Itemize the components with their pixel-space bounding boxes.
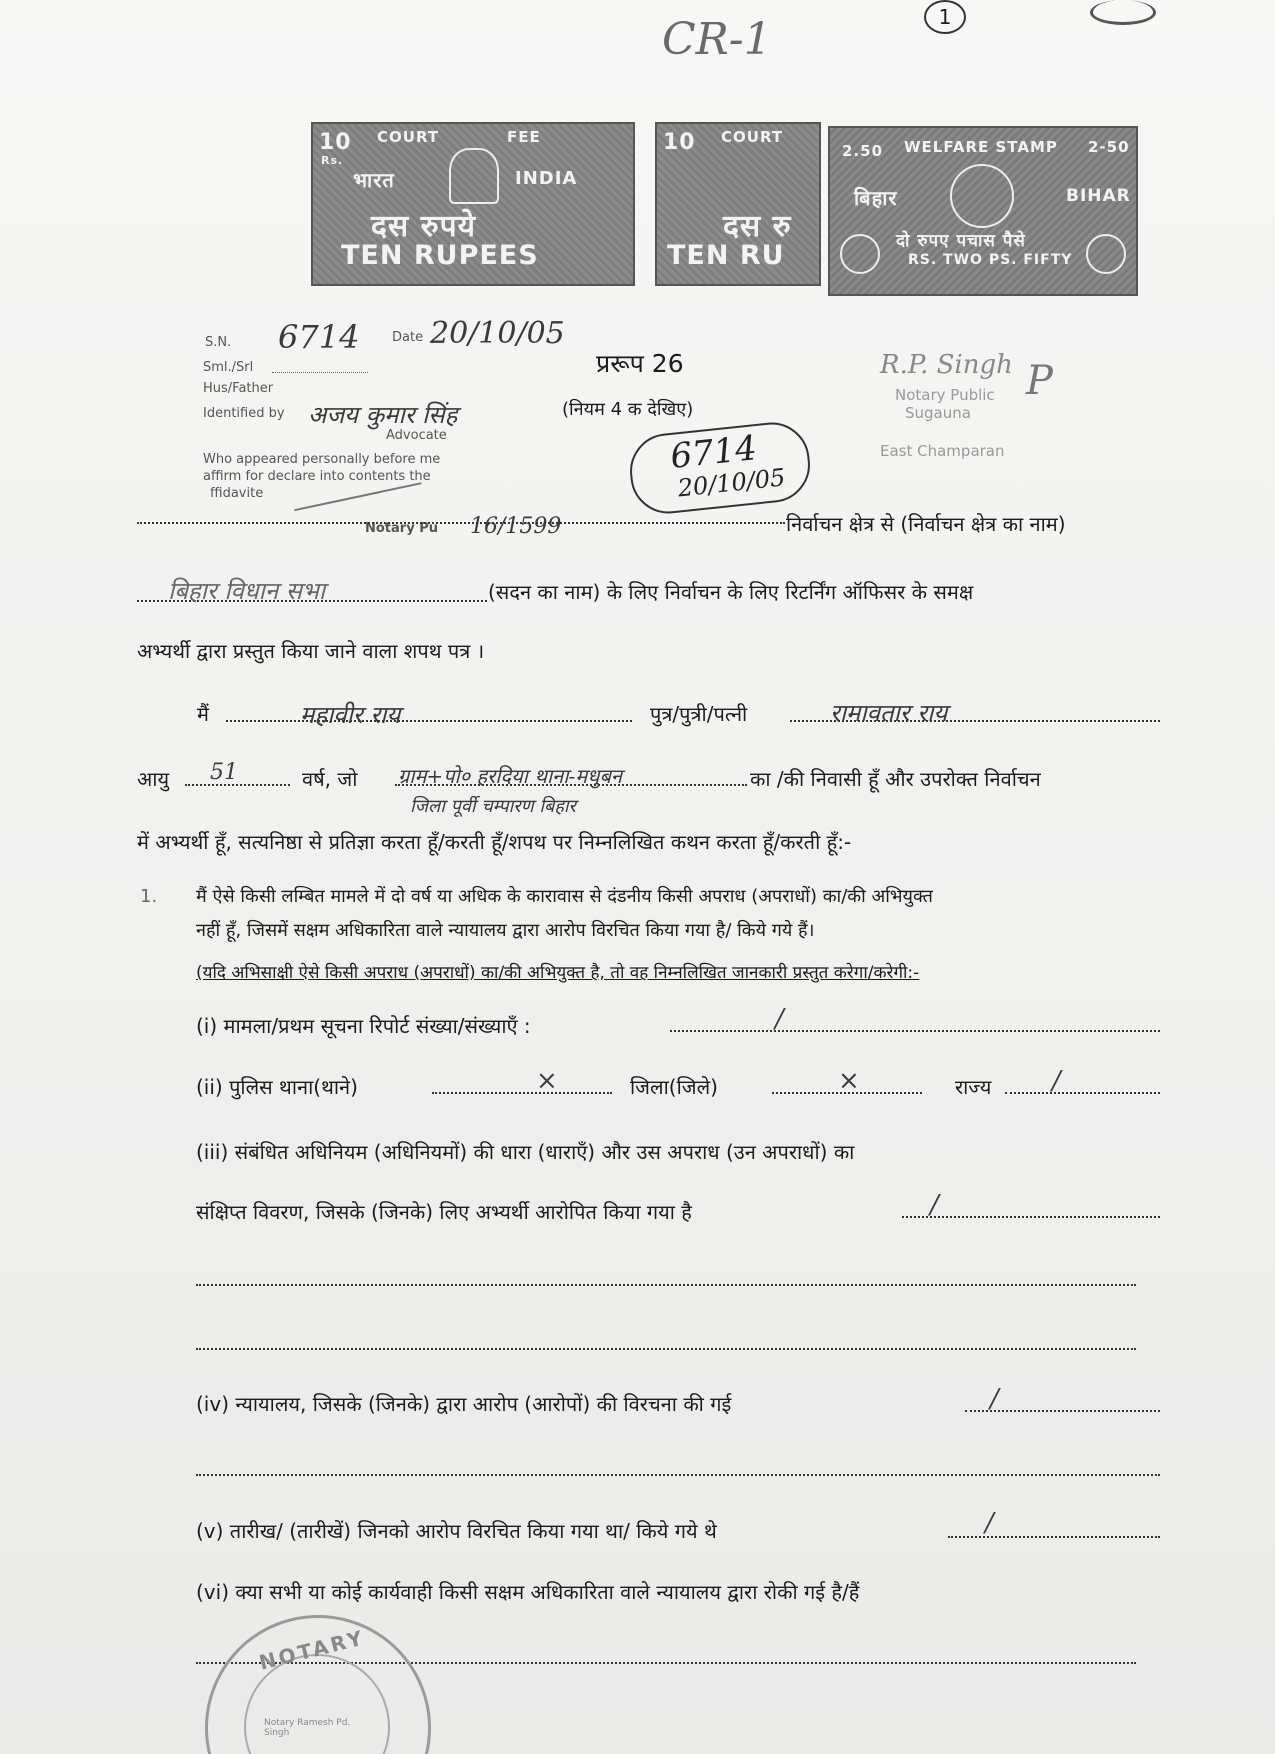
welfare-bihar: BIHAR bbox=[1066, 186, 1131, 206]
date-label: Date bbox=[392, 330, 424, 345]
stamp1-rs: Rs. bbox=[321, 154, 344, 167]
age-label: आयु bbox=[137, 767, 170, 791]
welfare-stamp bbox=[828, 126, 1138, 296]
welfare-bihar-hindi: बिहार bbox=[854, 186, 898, 210]
resident-text: का /की निवासी हूँ और उपरोक्त निर्वाचन bbox=[750, 767, 1041, 791]
name-dotted bbox=[226, 720, 632, 722]
item-i-dotted bbox=[670, 1030, 1160, 1032]
item-iii-dotted-3 bbox=[196, 1348, 1136, 1350]
stamp1-english-value: TEN RUPEES bbox=[341, 240, 539, 271]
sno-value: 6714 bbox=[278, 318, 360, 356]
clause1-line1: मैं ऐसे किसी लम्बित मामले में दो वर्ष या अधिक के कारावास से दंडनीय किसी अपराध (अपराधों) का/की अभियुक्त bbox=[196, 886, 933, 907]
item-ii-c-mark: / bbox=[1052, 1066, 1061, 1096]
item-iii-dotted-2 bbox=[196, 1284, 1136, 1286]
form-rule: (नियम 4 क देखिए) bbox=[562, 399, 694, 420]
item-iv-mark: / bbox=[990, 1384, 999, 1414]
sml-dotted bbox=[272, 372, 368, 373]
notary-signature-name: R.P. Singh bbox=[880, 350, 1013, 380]
item-iv-dotted-2 bbox=[196, 1474, 1160, 1476]
item-vi: (vi) क्या सभी या कोई कार्यवाही किसी सक्षम अधिकारिता वाले न्यायालय द्वारा रोकी गई है/हैं bbox=[196, 1580, 860, 1604]
welfare-title: WELFARE STAMP bbox=[904, 138, 1058, 156]
page-number-circle bbox=[924, 0, 966, 34]
welfare-english-value: RS. TWO PS. FIFTY bbox=[908, 252, 1073, 268]
stamp1-denomination: 10 bbox=[319, 130, 352, 155]
notary-signature-place1: Sugauna bbox=[905, 404, 971, 422]
item-ii-b-cross: × bbox=[838, 1066, 860, 1096]
sml-label: Sml./Srl bbox=[203, 360, 254, 375]
corner-scribble bbox=[1090, 0, 1156, 25]
affirm-text: affirm for declare into contents the bbox=[203, 469, 431, 484]
notary-signature-place2: East Champaran bbox=[880, 442, 1005, 460]
clause1-line3: (यदि अभिसाक्षी ऐसे किसी अपराध (अपराधों) का/की अभियुक्त है, तो वह निम्नलिखित जानकारी प्रस्तुत करेगा/करेगी:- bbox=[196, 963, 920, 983]
intro-line3: अभ्यर्थी द्वारा प्रस्तुत किया जाने वाला शपथ पत्र । bbox=[137, 639, 485, 663]
handwritten-code: CR-1 bbox=[662, 14, 772, 65]
emblem-icon bbox=[449, 148, 499, 204]
declarant-name: महावीर राय bbox=[300, 701, 401, 729]
item-i: (i) मामला/प्रथम सूचना रिपोर्ट संख्या/संख्याएँ : bbox=[196, 1014, 531, 1038]
item-v-dotted bbox=[948, 1536, 1160, 1538]
rosette-left-icon bbox=[840, 234, 880, 274]
sno-label: S.N. bbox=[205, 335, 232, 350]
stamp2-denomination: 10 bbox=[663, 130, 696, 155]
identified-label: Identified by bbox=[203, 406, 285, 421]
declarant-main: मैं bbox=[197, 702, 209, 726]
stamp1-hindi-value: दस रुपये bbox=[371, 209, 477, 244]
boxed-number-value: 6714 bbox=[668, 428, 759, 477]
item-ii-a-cross: × bbox=[536, 1066, 558, 1096]
court-fee-stamp-1 bbox=[311, 122, 635, 286]
stamp1-fee: FEE bbox=[507, 128, 541, 146]
boxed-number-date: 20/10/05 bbox=[676, 463, 787, 503]
affidavit-text: ffidavite bbox=[210, 486, 264, 501]
notary-label: Notary Pu bbox=[365, 521, 438, 536]
welfare-hindi-value: दो रुपए पचास पैसे bbox=[896, 231, 1026, 251]
house-handwritten: बिहार विधान सभा bbox=[168, 577, 326, 605]
welfare-value-right: 2-50 bbox=[1088, 138, 1130, 156]
item-v: (v) तारीख/ (तारीखें) जिनको आरोप विरचित किया गया था/ किये गये थे bbox=[196, 1519, 717, 1543]
page-number: 1 bbox=[938, 5, 952, 29]
boxed-number bbox=[626, 419, 813, 517]
intro-line2-text: (सदन का नाम) के लिए निर्वाचन के लिए रिटर्निंग ऑफिसर के समक्ष bbox=[488, 580, 974, 604]
stamp2-court: COURT bbox=[721, 128, 784, 146]
address-line1: ग्राम+पो० हरदिया थाना-मधुबन bbox=[398, 764, 622, 788]
oath-line: में अभ्यर्थी हूँ, सत्यनिष्ठा से प्रतिज्ञा करता हूँ/करती हूँ/शपथ पर निम्नलिखित कथन करता हूँ/करती हूँ:- bbox=[137, 830, 852, 854]
stamp1-court: COURT bbox=[377, 128, 440, 146]
item-iv: (iv) न्यायालय, जिसके (जिनके) द्वारा आरोप (आरोपों) की विरचना की गई bbox=[196, 1392, 732, 1416]
identified-value: अजय कुमार सिंह bbox=[308, 401, 458, 429]
state-seal-icon bbox=[950, 164, 1014, 228]
constituency-dotted bbox=[137, 522, 785, 524]
item-ii-a: (ii) पुलिस थाना(थाने) bbox=[196, 1075, 358, 1099]
stamp1-bharat: भारत bbox=[353, 168, 395, 192]
advocate-label: Advocate bbox=[386, 428, 447, 443]
stamp2-hindi-value: दस रु bbox=[723, 209, 792, 244]
date-value: 20/10/05 bbox=[430, 316, 565, 351]
notary-value: 16/1599 bbox=[470, 514, 562, 539]
relation-label: पुत्र/पुत्री/पत्नी bbox=[650, 702, 748, 726]
item-iii-mark: / bbox=[930, 1190, 939, 1220]
item-iii-a: (iii) संबंधित अधिनियम (अधिनियमों) की धारा (धाराएँ) और उस अपराध (उन अपराधों) का bbox=[196, 1140, 855, 1164]
notary-seal-inner-text: Notary Ramesh Pd. Singh bbox=[264, 1718, 351, 1738]
address-line2: जिला पूर्वी चम्पारण बिहार bbox=[410, 796, 576, 817]
item-ii-a-dotted bbox=[432, 1092, 612, 1094]
form-title: प्ररूप 26 bbox=[596, 349, 684, 378]
notary-seal bbox=[205, 1615, 431, 1754]
item-i-dash: / bbox=[775, 1004, 784, 1034]
item-iii-dotted bbox=[902, 1216, 1160, 1218]
stamp2-english-value: TEN RU bbox=[667, 240, 785, 271]
years-label: वर्ष, जो bbox=[302, 767, 358, 791]
stamp1-india: INDIA bbox=[515, 168, 578, 189]
item-v-mark: / bbox=[985, 1508, 994, 1538]
court-fee-stamp-2 bbox=[655, 122, 821, 286]
initial-mark: P bbox=[1026, 358, 1053, 404]
age-value: 51 bbox=[210, 760, 238, 785]
rosette-right-icon bbox=[1086, 234, 1126, 274]
who-appeared-text: Who appeared personally before me bbox=[203, 452, 441, 467]
hus-label: Hus/Father bbox=[203, 381, 274, 396]
intro-line1-end: निर्वाचन क्षेत्र से (निर्वाचन क्षेत्र का नाम) bbox=[786, 512, 1066, 536]
welfare-value-left: 2.50 bbox=[842, 142, 884, 160]
clause1-number: 1. bbox=[140, 886, 158, 907]
notary-seal-text: NOTARY bbox=[256, 1625, 368, 1675]
item-ii-c-dotted bbox=[1005, 1092, 1160, 1094]
item-ii-c: राज्य bbox=[955, 1075, 992, 1099]
father-name: रामावतार राय bbox=[830, 699, 948, 727]
clause1-line2: नहीं हूँ, जिसमें सक्षम अधिकारिता वाले न्यायालय द्वारा आरोप विरचित किया गया है/ किये गये हैं। bbox=[196, 920, 815, 941]
item-iii-b: संक्षिप्त विवरण, जिसके (जिनके) लिए अभ्यर्थी आरोपित किया गया है bbox=[196, 1200, 692, 1224]
notary-signature-title: Notary Public bbox=[895, 386, 995, 404]
item-ii-b: जिला(जिले) bbox=[630, 1075, 718, 1099]
